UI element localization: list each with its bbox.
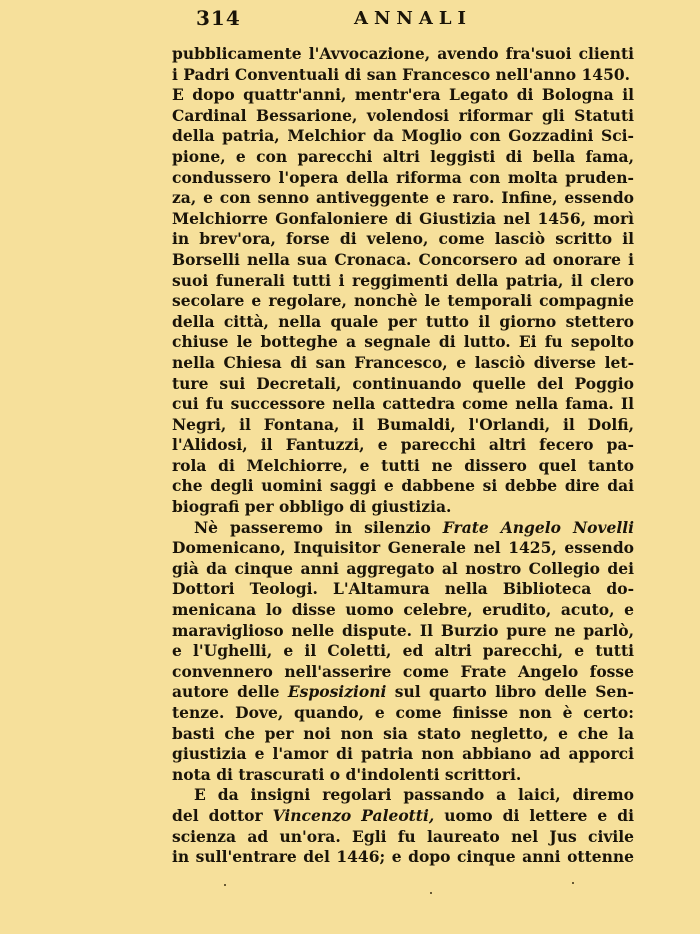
text-line xyxy=(172,806,634,827)
text-segment: cui fu successore nella cattedra come nella fama. Il xyxy=(172,394,634,414)
text-line xyxy=(172,724,634,745)
text-segment: della patria, Melchior da Moglio con Gozzadini Sci- xyxy=(172,126,634,146)
text-segment: Negri, il Fontana, il Bumaldi, l'Orlandi, il Dolfi, xyxy=(172,414,634,434)
text-line xyxy=(172,579,634,600)
text-line xyxy=(172,827,634,848)
text-line xyxy=(172,85,634,106)
text-segment: pubblicamente l'Avvocazione, avendo fra'suoi clienti xyxy=(172,44,634,63)
text-segment: E dopo quattr'anni, mentr'era Legato di Bologna il xyxy=(172,85,634,105)
italic-name: Esposizioni xyxy=(287,682,387,702)
page-header xyxy=(196,6,636,36)
text-segment: pione, e con parecchi altri leggisti di bella fama, xyxy=(172,146,634,166)
text-line xyxy=(172,600,634,621)
text-segment: nota di trascurati o d'indolenti scrittori. xyxy=(172,764,522,784)
text-segment: Borselli nella sua Cronaca. Concorsero ad onorare i xyxy=(172,249,634,269)
text-segment: in sull'entrare del 1446; e dopo cinque anni ottenne xyxy=(172,847,634,867)
text-line xyxy=(172,250,634,271)
text-line xyxy=(172,168,634,189)
print-speck xyxy=(430,892,432,894)
italic-name: Vincenzo Paleotti, xyxy=(272,805,435,825)
text-segment: scienza ad un'ora. Egli fu laureato nel Jus civile xyxy=(172,826,634,846)
print-speck xyxy=(224,884,226,886)
text-segment: sul quarto libro delle Sen- xyxy=(386,682,634,702)
text-segment: nella Chiesa di san Francesco, e lasciò diverse let- xyxy=(172,352,634,372)
text-line xyxy=(172,847,634,868)
text-line xyxy=(172,147,634,168)
text-line xyxy=(172,476,634,497)
text-line xyxy=(172,435,634,456)
text-line xyxy=(172,662,634,683)
text-line xyxy=(172,312,634,333)
text-line xyxy=(172,188,634,209)
text-segment: giustizia e l'amor di patria non abbiano ad apporci xyxy=(172,744,634,764)
text-segment: chiuse le botteghe a segnale di lutto. Ei fu sepolto xyxy=(172,332,634,352)
text-segment: in brev'ora, forse di veleno, come lasciò scritto il xyxy=(172,229,634,249)
text-line xyxy=(172,682,634,703)
text-segment: tenze. Dove, quando, e come finisse non è certo: xyxy=(172,703,634,722)
text-line xyxy=(172,621,634,642)
text-segment: autore delle xyxy=(172,682,288,702)
text-segment: Dottori Teologi. L'Altamura nella Biblioteca do- xyxy=(172,579,634,599)
text-line xyxy=(172,456,634,477)
text-segment: Domenicano, Inquisitor Generale nel 1425, essendo xyxy=(172,538,634,558)
text-segment: rola di Melchiorre, e tutti ne dissero quel tanto xyxy=(172,455,634,475)
text-segment: maraviglioso nelle dispute. Il Burzio pure ne parlò, xyxy=(172,620,634,640)
text-line xyxy=(172,106,634,127)
text-line xyxy=(172,415,634,436)
text-line xyxy=(172,291,634,312)
text-segment: del dottor xyxy=(172,805,273,825)
text-line xyxy=(172,353,634,374)
text-line xyxy=(172,126,634,147)
body-text xyxy=(172,44,634,868)
text-line xyxy=(172,271,634,292)
page-number: 314 xyxy=(196,6,241,30)
text-segment: della città, nella quale per tutto il giorno stettero xyxy=(172,311,634,331)
text-segment: E da insigni regolari passando a laici, diremo xyxy=(194,785,634,805)
print-speck xyxy=(572,882,574,884)
text-line xyxy=(172,559,634,580)
text-segment: l'Alidosi, il Fantuzzi, e parecchi altri fecero pa- xyxy=(172,435,634,455)
text-line xyxy=(172,209,634,230)
text-line xyxy=(172,641,634,662)
italic-name: Frate Angelo Novelli xyxy=(442,517,634,537)
text-line xyxy=(172,44,634,65)
text-segment: za, e con senno antiveggente e raro. Infine, essendo xyxy=(172,188,634,208)
text-segment: Melchiorre Gonfaloniere di Giustizia nel 1456, morì xyxy=(172,208,634,228)
running-head: ANNALI xyxy=(354,8,472,29)
text-segment: menicana lo disse uomo celebre, erudito, acuto, e xyxy=(172,600,634,620)
text-line xyxy=(172,785,634,806)
text-segment: Nè passeremo in silenzio xyxy=(194,517,443,537)
text-segment: suoi funerali tutti i reggimenti della patria, il clero xyxy=(172,270,634,290)
text-line xyxy=(172,394,634,415)
text-segment: che degli uomini saggi e dabbene si debbe dire dai xyxy=(172,476,634,496)
text-line xyxy=(172,765,634,786)
text-segment: basti che per noi non sia stato negletto, e che la xyxy=(172,723,634,743)
text-line xyxy=(172,65,634,86)
text-segment: Cardinal Bessarione, volendosi riformar gli Statuti xyxy=(172,105,634,125)
text-segment: ture sui Decretali, continuando quelle del Poggio xyxy=(172,373,634,393)
text-line xyxy=(172,374,634,395)
text-segment: convennero nell'asserire come Frate Angelo fosse xyxy=(172,661,634,681)
text-line xyxy=(172,518,634,539)
text-segment: condussero l'opera della riforma con molta pruden- xyxy=(172,167,634,187)
text-segment: e l'Ughelli, e il Coletti, ed altri parecchi, e tutti xyxy=(172,641,634,661)
text-segment: i Padri Conventuali di san Francesco nell'anno 1450. xyxy=(172,64,631,84)
text-segment: uomo di lettere e di xyxy=(434,805,634,825)
text-line xyxy=(172,538,634,559)
text-line xyxy=(172,229,634,250)
text-segment: già da cinque anni aggregato al nostro Collegio dei xyxy=(172,558,634,578)
text-segment: secolare e regolare, nonchè le temporali compagnie xyxy=(172,291,634,311)
text-line xyxy=(172,497,634,518)
text-line xyxy=(172,703,634,724)
text-line xyxy=(172,744,634,765)
text-segment: biografi per obbligo di giustizia. xyxy=(172,497,452,517)
text-line xyxy=(172,332,634,353)
